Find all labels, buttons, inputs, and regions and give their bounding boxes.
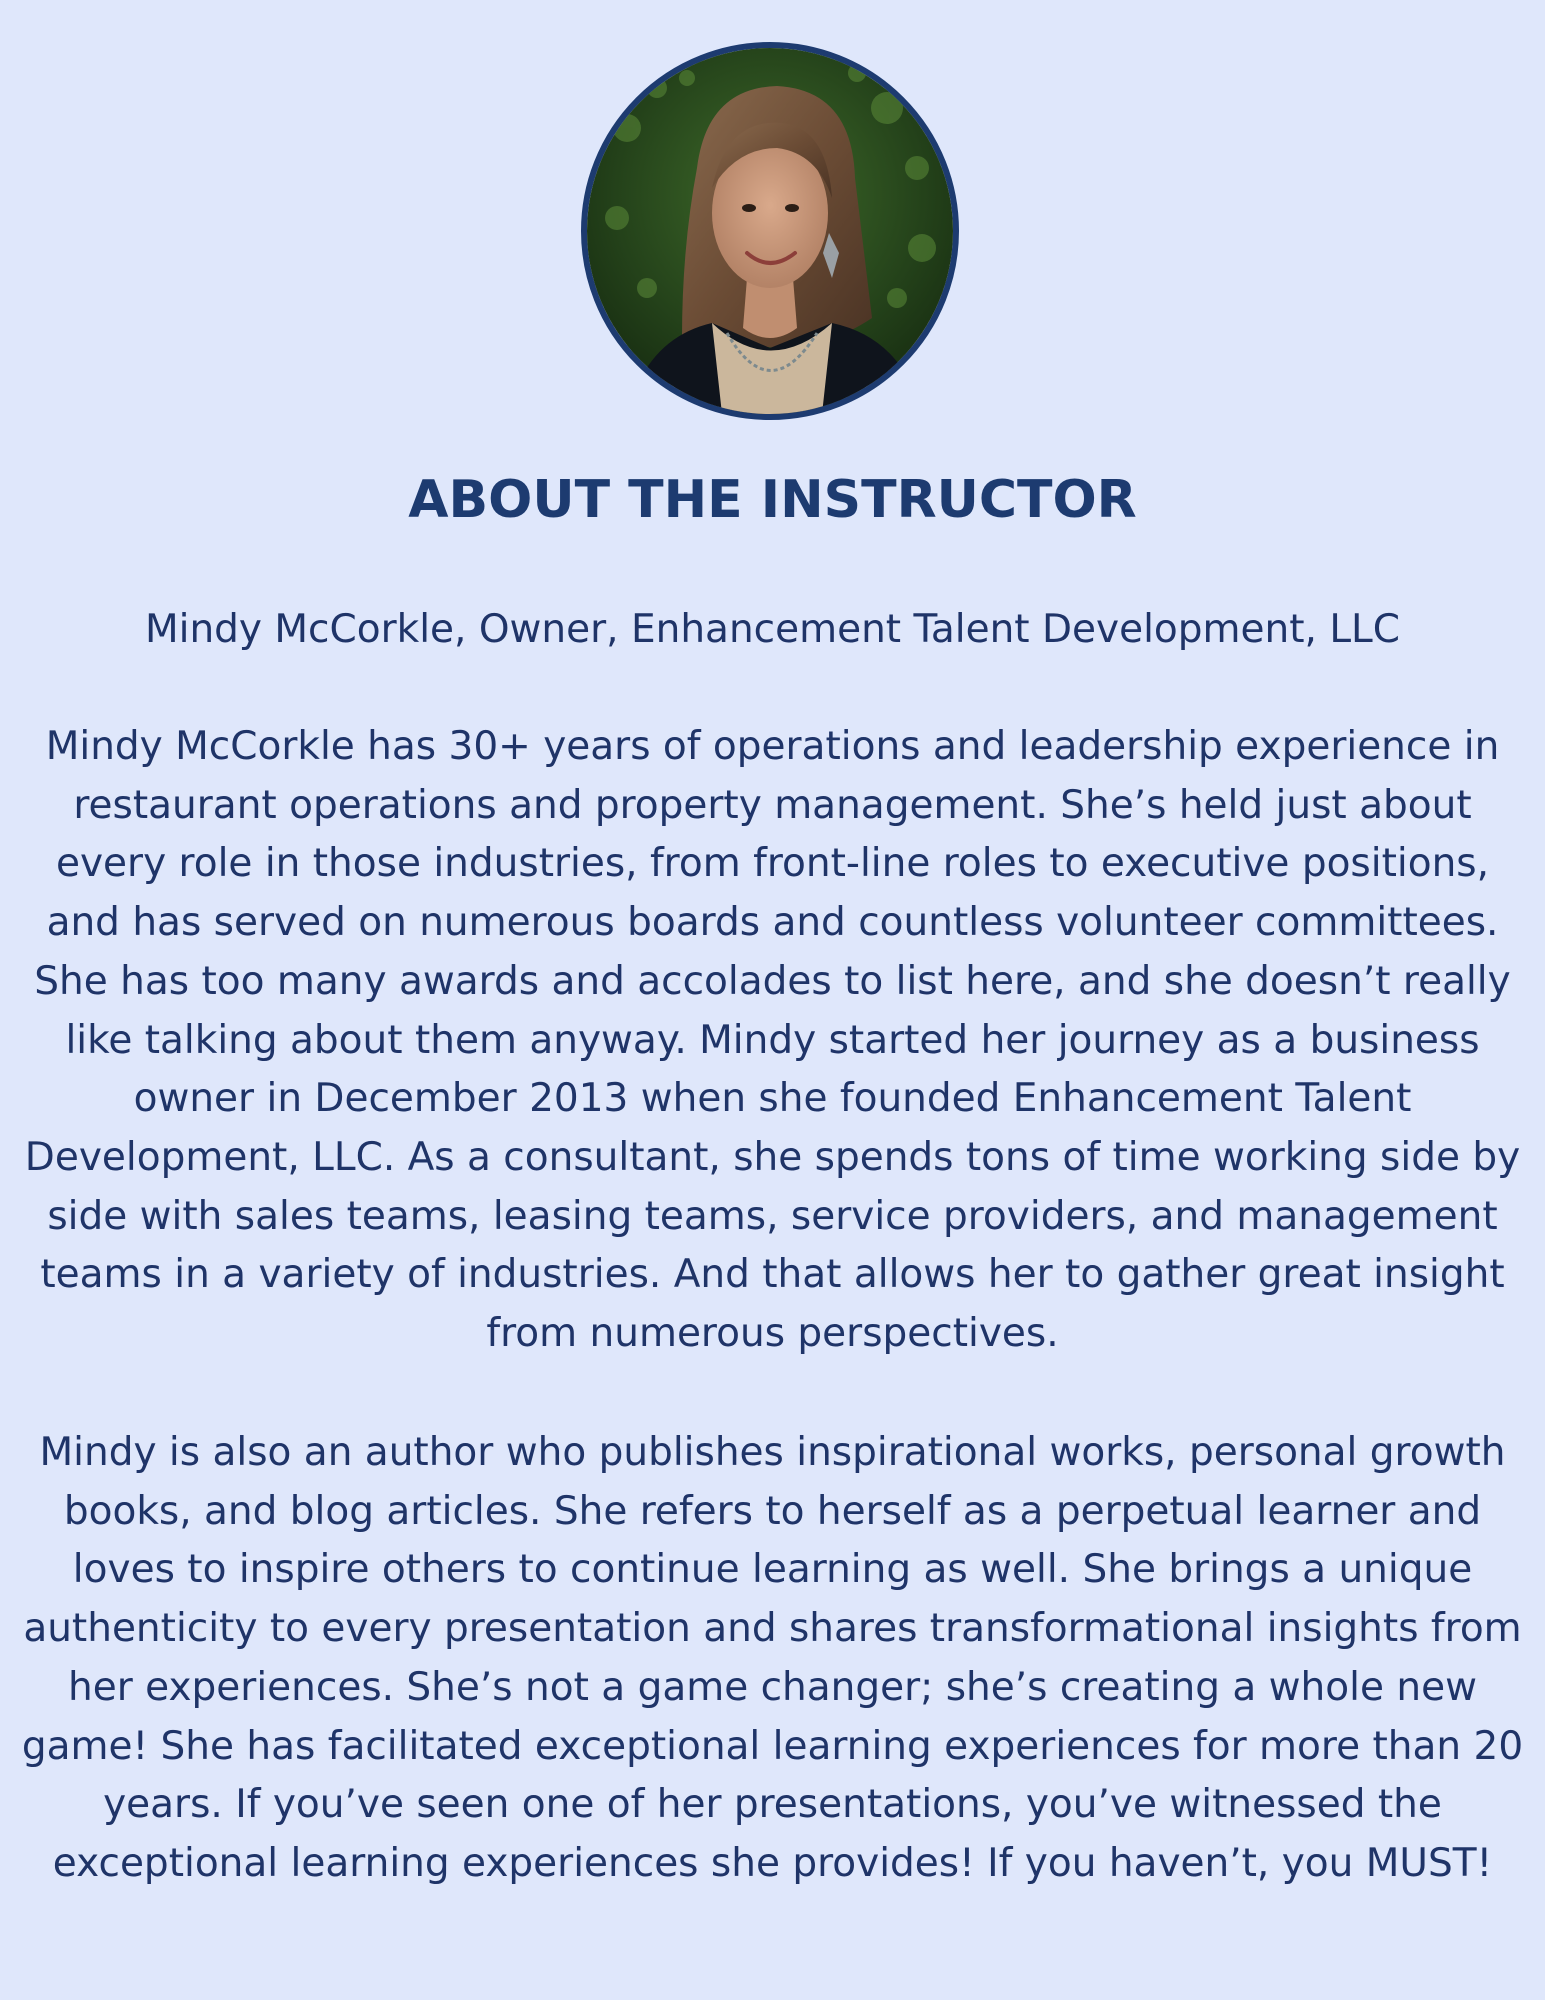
instructor-portrait-illustration <box>587 48 953 414</box>
instructor-photo <box>581 42 959 420</box>
bio-paragraph-2: Mindy is also an author who publishes inspirational works, personal growth books, and blog articles. She refers to herself as a perpetual learner and loves to inspire others to continue learning as well. She brings a unique authenticity to every presentation and shares transformational insights from her experiences. She’s not a game changer; she’s creating a whole new game! She has facilitated exceptional learning experiences for more than 20 years. If you’ve seen one of her presentations, you’ve witnessed the exceptional learning experiences she provides! If you haven’t, you MUST! <box>21 1430 1524 1886</box>
bio-paragraph-1: Mindy McCorkle has 30+ years of operations and leadership experience in restaurant operations and property management. She’s held just about every role in those industries, from front-line roles to executive positions, and has served on numerous boards and countless volunteer committees. She has too many awards and accolades to list here, and she doesn’t really like talking about them anyway. Mindy started her journey as a business owner in December 2013 when she founded Enhancement Talent Development, LLC. As a consultant, she spends tons of time working side by side with sales teams, leasing teams, service providers, and management teams in a variety of industries. And that allows her to gather great insight from numerous perspectives. <box>24 724 1521 1357</box>
instructor-name-subtitle: Mindy McCorkle, Owner, Enhancement Talent Development, LLC <box>144 607 1401 652</box>
page-title: ABOUT THE INSTRUCTOR <box>408 470 1137 530</box>
